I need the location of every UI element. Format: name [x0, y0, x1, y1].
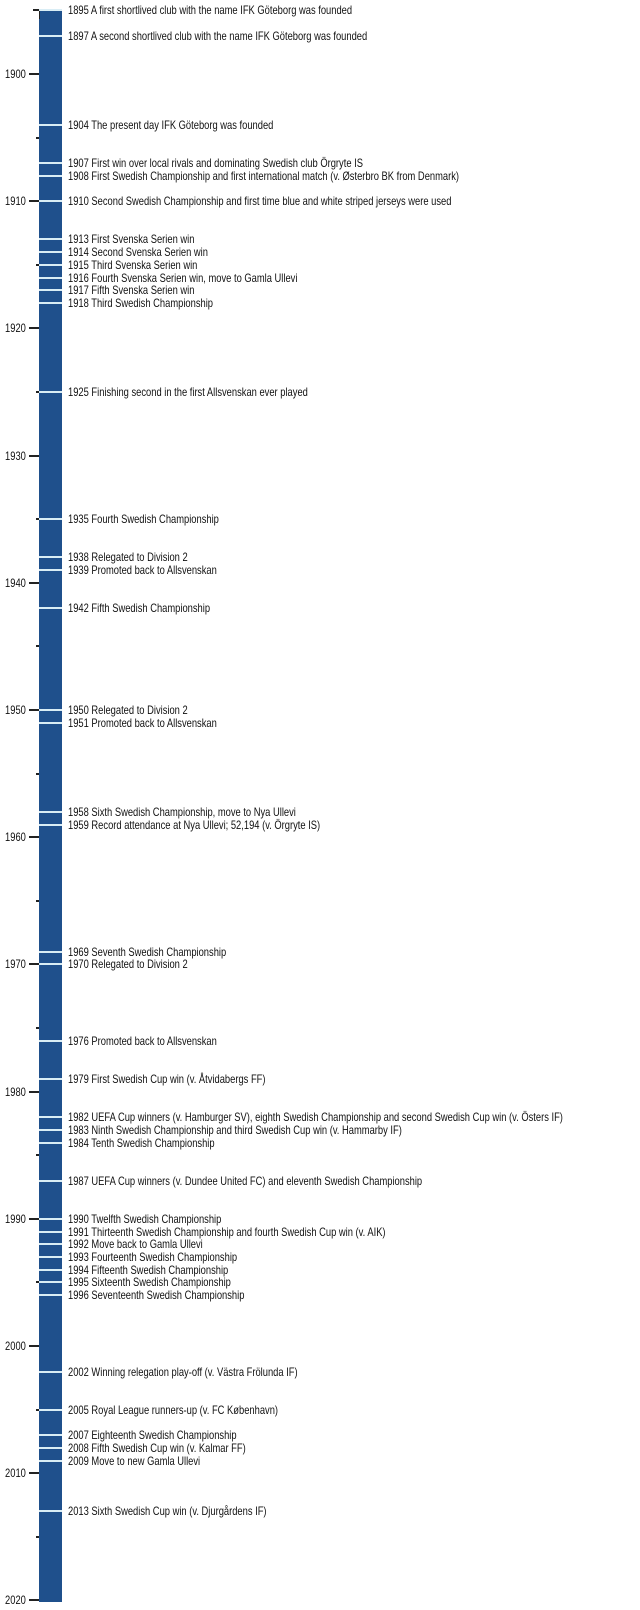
event-marker [39, 264, 63, 266]
event-label: 1984 Tenth Swedish Championship [68, 1135, 215, 1150]
decade-tick [29, 327, 39, 329]
event-label: 1908 First Swedish Championship and first international match (v. Østerbro BK from Denmark) [68, 168, 460, 183]
decade-label: 2010 [5, 1466, 26, 1481]
event-marker [39, 1040, 63, 1042]
event-marker [39, 1460, 63, 1462]
decade-label: 1950 [5, 703, 26, 718]
event-label: 1935 Fourth Swedish Championship [68, 512, 219, 527]
event-marker [39, 951, 63, 953]
event-marker [39, 124, 63, 126]
event-label: 1925 Finishing second in the first Allsvenskan ever played [68, 385, 308, 400]
event-marker [39, 569, 63, 571]
event-marker [39, 1447, 63, 1449]
event-label: 2005 Royal League runners-up (v. FC København) [68, 1402, 279, 1417]
decade-label: 1990 [5, 1211, 26, 1226]
event-label: 1983 Ninth Swedish Championship and third Swedish Cup win (v. Hammarby IF) [68, 1122, 402, 1137]
decade-tick [29, 582, 39, 584]
decade-tick [29, 1345, 39, 1347]
decade-label: 1900 [5, 67, 26, 81]
event-label: 1916 Fourth Svenska Serien win, move to Gamla Ullevi [68, 270, 298, 285]
event-label: 1917 Fifth Svenska Serien win [68, 283, 195, 298]
half-decade-tick [36, 1154, 39, 1156]
decade-label: 1910 [5, 194, 26, 209]
event-marker [39, 289, 63, 291]
event-marker [39, 1409, 63, 1411]
half-decade-tick [36, 1536, 39, 1538]
event-marker [39, 963, 63, 965]
event-marker [39, 391, 63, 393]
event-label: 1897 A second shortlived club with the name IFK Göteborg was founded [68, 28, 368, 43]
decade-tick [29, 836, 39, 838]
event-label: 2013 Sixth Swedish Cup win (v. Djurgårdens IF) [68, 1504, 267, 1519]
decade-label: 2000 [5, 1339, 26, 1354]
event-label: 1976 Promoted back to Allsvenskan [68, 1033, 217, 1048]
event-label: 1969 Seventh Swedish Championship [68, 944, 227, 959]
event-label: 1996 Seventeenth Swedish Championship [68, 1288, 245, 1303]
event-label: 1990 Twelfth Swedish Championship [68, 1211, 222, 1226]
event-marker [39, 518, 63, 520]
half-decade-tick [36, 900, 39, 902]
event-marker [39, 162, 63, 164]
event-marker [39, 175, 63, 177]
event-label: 1915 Third Svenska Serien win [68, 257, 198, 272]
event-label: 1979 First Swedish Cup win (v. Åtvidabergs FF) [68, 1071, 266, 1086]
event-marker [39, 1281, 63, 1283]
event-marker [39, 1371, 63, 1373]
decade-label: 1970 [5, 957, 26, 972]
event-label: 1913 First Svenska Serien win [68, 232, 195, 247]
half-decade-tick [36, 1027, 39, 1029]
decade-label: 1980 [5, 1084, 26, 1099]
decade-tick [29, 709, 39, 711]
event-label: 1951 Promoted back to Allsvenskan [68, 715, 217, 730]
event-marker [39, 200, 63, 202]
decade-tick [29, 1472, 39, 1474]
event-marker [39, 302, 63, 304]
event-marker [39, 1116, 63, 1118]
decade-tick [29, 73, 39, 75]
event-marker [39, 607, 63, 609]
event-marker [39, 1256, 63, 1258]
event-marker [39, 811, 63, 813]
decade-tick [29, 1599, 39, 1601]
event-marker [39, 251, 63, 253]
event-label: 1995 Sixteenth Swedish Championship [68, 1275, 231, 1290]
event-label: 1910 Second Swedish Championship and first time blue and white striped jerseys were used [68, 194, 452, 209]
event-label: 2009 Move to new Gamla Ullevi [68, 1453, 201, 1468]
decade-label: 1920 [5, 321, 26, 336]
event-marker [39, 824, 63, 826]
event-label: 1992 Move back to Gamla Ullevi [68, 1237, 203, 1252]
decade-tick [29, 455, 39, 457]
event-label: 1942 Fifth Swedish Championship [68, 601, 211, 616]
timeline-bar [39, 10, 63, 1602]
event-marker [39, 1510, 63, 1512]
event-marker [39, 709, 63, 711]
event-marker [39, 722, 63, 724]
event-label: 1982 UEFA Cup winners (v. Hamburger SV), eighth Swedish Championship and second Swedish Cup win (v. Östers IF) [68, 1110, 563, 1125]
event-label: 1950 Relegated to Division 2 [68, 703, 188, 718]
event-marker [39, 1269, 63, 1271]
event-label: 1918 Third Swedish Championship [68, 295, 213, 310]
event-marker [39, 556, 63, 558]
half-decade-tick [36, 137, 39, 139]
event-label: 1938 Relegated to Division 2 [68, 550, 188, 565]
event-label: 1958 Sixth Swedish Championship, move to Nya Ullevi [68, 804, 296, 819]
event-marker [39, 1231, 63, 1233]
event-label: 1987 UEFA Cup winners (v. Dundee United FC) and eleventh Swedish Championship [68, 1173, 423, 1188]
event-label: 1994 Fifteenth Swedish Championship [68, 1262, 229, 1277]
event-marker [39, 277, 63, 279]
event-label: 2007 Eighteenth Swedish Championship [68, 1428, 237, 1443]
event-marker [39, 35, 63, 37]
event-marker [39, 1434, 63, 1436]
event-label: 1914 Second Svenska Serien win [68, 245, 208, 260]
decade-label: 2020 [5, 1593, 26, 1608]
event-marker [39, 1078, 63, 1080]
decade-tick [29, 963, 39, 965]
event-label: 1939 Promoted back to Allsvenskan [68, 563, 217, 578]
decade-tick [29, 1218, 39, 1220]
half-decade-tick [36, 645, 39, 647]
event-label: 2008 Fifth Swedish Cup win (v. Kalmar FF) [68, 1440, 246, 1455]
event-marker [39, 9, 63, 11]
decade-label: 1940 [5, 575, 26, 590]
half-decade-tick [36, 773, 39, 775]
event-label: 1907 First win over local rivals and dominating Swedish club Örgryte IS [68, 156, 363, 171]
event-marker [39, 1129, 63, 1131]
event-label: 1970 Relegated to Division 2 [68, 957, 188, 972]
event-label: 1991 Thirteenth Swedish Championship and fourth Swedish Cup win (v. AIK) [68, 1224, 386, 1239]
event-label: 2002 Winning relegation play-off (v. Västra Frölunda IF) [68, 1364, 298, 1379]
decade-tick [29, 200, 39, 202]
decade-label: 1960 [5, 830, 26, 845]
event-label: 1895 A first shortlived club with the name IFK Göteborg was founded [68, 3, 353, 18]
event-label: 1993 Fourteenth Swedish Championship [68, 1250, 238, 1265]
decade-label: 1930 [5, 448, 26, 463]
event-marker [39, 1142, 63, 1144]
event-marker [39, 1294, 63, 1296]
event-label: 1959 Record attendance at Nya Ullevi; 52,194 (v. Örgryte IS) [68, 817, 321, 832]
event-marker [39, 1243, 63, 1245]
decade-tick [29, 1091, 39, 1093]
event-marker [39, 1218, 63, 1220]
event-marker [39, 1180, 63, 1182]
event-label: 1904 The present day IFK Göteborg was founded [68, 117, 274, 132]
event-marker [39, 238, 63, 240]
